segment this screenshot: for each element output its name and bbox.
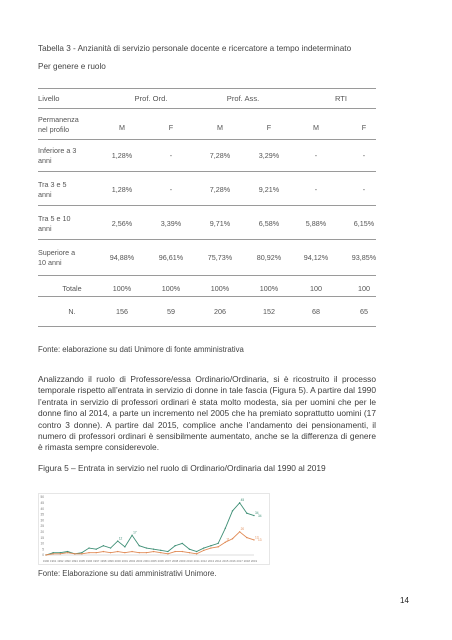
series-point [189, 552, 190, 553]
cell: - [169, 151, 173, 160]
series-point [110, 552, 111, 553]
row-label-line-1: Tra 5 e 10 [38, 214, 71, 223]
x-tick-label: 2011 [193, 559, 200, 563]
series-point [96, 552, 97, 553]
series-point [210, 547, 211, 548]
data-label: 45 [240, 498, 245, 503]
series-point [189, 549, 190, 550]
group-prof-ord: Prof. Ord. [134, 94, 168, 103]
cell: 65 [360, 307, 368, 316]
cell: 100% [161, 284, 181, 293]
cell: 100 [310, 284, 322, 293]
row-label [38, 180, 67, 199]
series-point [182, 543, 183, 544]
x-tick-label: 1992 [57, 559, 64, 563]
gender-m-rti: M [313, 123, 319, 132]
entry-chart [38, 493, 270, 565]
cell: 152 [263, 307, 275, 316]
cell: - [314, 151, 318, 160]
gender-rule [38, 139, 376, 140]
x-tick-label: 2014 [215, 559, 222, 563]
x-tick-label: 2010 [186, 559, 193, 563]
series-end-label: 13 [258, 538, 262, 543]
data-label: 34 [255, 510, 259, 515]
x-tick-label: 1993 [64, 559, 71, 563]
series-point [81, 553, 82, 554]
series-point [246, 537, 247, 538]
series-line-1 [46, 532, 254, 555]
data-label: 13 [255, 535, 259, 540]
y-tick-label: 50 [40, 495, 44, 500]
row-rule [38, 171, 376, 172]
cell: 6,58% [258, 219, 280, 228]
x-tick-label: 1998 [100, 559, 107, 563]
cell: 7,28% [209, 185, 231, 194]
series-point [117, 551, 118, 552]
x-tick-label: 2018 [243, 559, 250, 563]
x-tick-label: 2017 [236, 559, 243, 563]
series-point [160, 550, 161, 551]
cell: 3,39% [160, 219, 182, 228]
data-label: 12 [118, 536, 123, 541]
series-point [96, 549, 97, 550]
table-subcaption: Per genere e ruolo [38, 62, 106, 71]
entry-chart-svg [38, 493, 270, 565]
y-tick-label: 25 [40, 524, 44, 529]
table-top-rule [38, 88, 376, 89]
x-tick-label: 2000 [114, 559, 121, 563]
series-point [253, 539, 254, 540]
cell: 94,88% [109, 253, 135, 262]
header-livello: Livello [38, 94, 60, 103]
x-tick-label: 2008 [171, 559, 179, 563]
group-prof-ass: Prof. Ass. [226, 94, 260, 103]
cell: - [314, 185, 318, 194]
series-point [103, 545, 104, 546]
row-label-line-2: anni [38, 189, 52, 199]
series-point [160, 552, 161, 553]
row-label-line-1: Superiore a [38, 248, 76, 257]
y-tick-label: 5 [42, 547, 44, 552]
x-tick-label: 2002 [128, 559, 136, 563]
series-point [239, 531, 240, 532]
cell: 100% [210, 284, 230, 293]
x-tick-label: 1995 [78, 559, 85, 563]
row-label [38, 214, 71, 233]
x-tick-label: 2001 [121, 559, 129, 563]
x-tick-label: 2003 [136, 559, 143, 563]
row-label-line-1: Tra 3 e 5 [38, 180, 67, 189]
series-point [88, 552, 89, 553]
row-label-line-2: 10 anni [38, 257, 62, 267]
series-point [110, 547, 111, 548]
series-point [196, 551, 197, 552]
cell: 7,28% [209, 151, 231, 160]
cell: 68 [312, 307, 320, 316]
cell: - [362, 151, 366, 160]
cell: 1,28% [111, 151, 133, 160]
y-tick-label: 15 [40, 535, 44, 540]
page-number: 14 [400, 596, 409, 605]
table-caption: Tabella 3 - Anzianità di servizio personale docente e ricercatore a tempo indeterminato [38, 44, 352, 53]
group-rti: RTI [334, 94, 348, 103]
y-tick-label: 35 [40, 512, 44, 517]
x-tick-label: 1991 [50, 559, 57, 563]
series-point [131, 551, 132, 552]
row-label [38, 248, 75, 267]
cell: 2,56% [111, 219, 133, 228]
cell: 9,71% [209, 219, 231, 228]
series-point [174, 551, 175, 552]
gender-f-ass: F [266, 123, 272, 132]
x-tick-label: 1994 [71, 559, 78, 563]
table-bottom-rule [38, 326, 376, 327]
cell: 3,29% [258, 151, 280, 160]
series-point [117, 540, 118, 541]
row-label-line-2: anni [38, 155, 52, 165]
cell: 100% [259, 284, 279, 293]
table-source: Fonte: elaborazione su dati Unimore di fonte amministrativa [38, 345, 244, 354]
x-tick-label: 2015 [222, 559, 229, 563]
data-label: 20 [240, 527, 245, 532]
y-tick-label: 45 [40, 501, 44, 505]
gender-f-ord: F [168, 123, 174, 132]
series-point [232, 538, 233, 539]
cell: 206 [214, 307, 226, 316]
y-tick-label: 30 [40, 518, 44, 523]
cell: 75,73% [207, 253, 233, 262]
x-tick-label: 2005 [150, 559, 157, 563]
series-point [124, 552, 125, 553]
x-tick-label: 1997 [93, 559, 100, 563]
y-tick-label: 10 [40, 541, 44, 546]
gender-m-ass: M [217, 123, 223, 132]
row-label [38, 146, 76, 165]
series-point [203, 547, 204, 548]
x-tick-label: 2006 [157, 559, 164, 563]
series-point [167, 553, 168, 554]
series-point [74, 553, 75, 554]
series-point [146, 552, 147, 553]
body-paragraph: Analizzando il ruolo di Professore/essa Ordinario/Ordinaria, si è ricostruito il processo temporale rispetto all’entrata in servizio di donne in tale fascia (Figura 5). A partire dal 1990 l’entrata in servizio di professori ordinari è stata molto modesta, sia per uomini che per le donne fino al 2014, a parte un incremento nel 2005 che ha premiato soprattutto uomini (17 contro 3 donne). A partire dal 2015, complice anche l’andamento dei pensionamenti, il numero di professori ordinari è sensibilmente aumentato, anche se la differenza di genere è rimasta sempre considerevole. [38, 374, 376, 453]
cell: 94,12% [303, 253, 329, 262]
series-point [225, 542, 226, 543]
cell: 1,28% [111, 185, 133, 194]
data-label: 11 [226, 537, 230, 542]
series-point [182, 551, 183, 552]
x-tick-label: 1990 [42, 559, 50, 563]
cell: 80,92% [256, 253, 282, 262]
x-tick-label: 2016 [229, 559, 236, 563]
x-tick-label: 2004 [143, 559, 150, 563]
series-point [203, 550, 204, 551]
perm-label-line-1: Permanenza [38, 115, 79, 124]
figure-caption: Figura 5 – Entrata in servizio nel ruolo di Ordinario/Ordinaria dal 1990 al 2019 [38, 463, 326, 473]
header-rule [38, 108, 376, 109]
cell: - [169, 185, 173, 194]
x-tick-label: 2019 [250, 559, 258, 563]
series-point [239, 502, 240, 503]
x-tick-label: 1999 [107, 559, 114, 563]
series-point [124, 546, 125, 547]
y-tick-label: 0 [42, 553, 44, 558]
perm-label-line-2: nel profilo [38, 124, 70, 134]
series-point [146, 547, 147, 548]
y-tick-label: 20 [40, 530, 44, 534]
cell: 156 [116, 307, 128, 316]
series-point [139, 552, 140, 553]
x-tick-label: 1996 [85, 559, 93, 563]
cell: 100 [358, 284, 370, 293]
n-label: N. [68, 307, 76, 316]
series-point [131, 535, 132, 536]
perm-label [38, 115, 79, 134]
series-line-0 [46, 503, 254, 555]
series-point [167, 551, 168, 552]
series-point [60, 553, 61, 554]
series-point [246, 513, 247, 514]
total-rule [38, 296, 376, 297]
row-rule [38, 239, 376, 240]
cell: 59 [167, 307, 175, 316]
x-tick-label: 2007 [164, 559, 172, 563]
figure-source: Fonte: Elaborazione su dati amministrativi Unimore. [38, 569, 217, 578]
series-point [139, 545, 140, 546]
series-point [88, 547, 89, 548]
x-tick-label: 2009 [179, 559, 186, 563]
series-point [217, 543, 218, 544]
series-point [225, 528, 226, 529]
series-point [67, 552, 68, 553]
total-label: Totale [62, 284, 82, 293]
row-rule [38, 275, 376, 276]
x-tick-label: 2013 [207, 559, 215, 563]
series-point [153, 549, 154, 550]
x-tick-label: 2012 [200, 559, 207, 563]
series-point [196, 553, 197, 554]
row-label-line-1: Inferiore a 3 [38, 146, 77, 155]
y-tick-label: 40 [40, 506, 44, 511]
data-label: 17 [133, 530, 137, 535]
gender-f-rti: F [361, 123, 367, 132]
tenure-table [38, 88, 376, 328]
series-point [217, 546, 218, 547]
cell: 100% [112, 284, 132, 293]
cell: - [362, 185, 366, 194]
row-label-line-2: anni [38, 223, 52, 233]
series-point [52, 553, 53, 554]
gender-m-ord: M [119, 123, 125, 132]
cell: 5,88% [305, 219, 327, 228]
cell: 6,15% [353, 219, 375, 228]
series-point [174, 545, 175, 546]
series-point [153, 551, 154, 552]
series-point [232, 510, 233, 511]
row-rule [38, 205, 376, 206]
series-point [210, 545, 211, 546]
cell: 9,21% [258, 185, 280, 194]
series-point [103, 551, 104, 552]
series-end-label: 34 [258, 513, 262, 518]
series-point [253, 515, 254, 516]
series-point [45, 554, 46, 555]
cell: 96,61% [158, 253, 184, 262]
cell: 93,85% [351, 253, 377, 262]
